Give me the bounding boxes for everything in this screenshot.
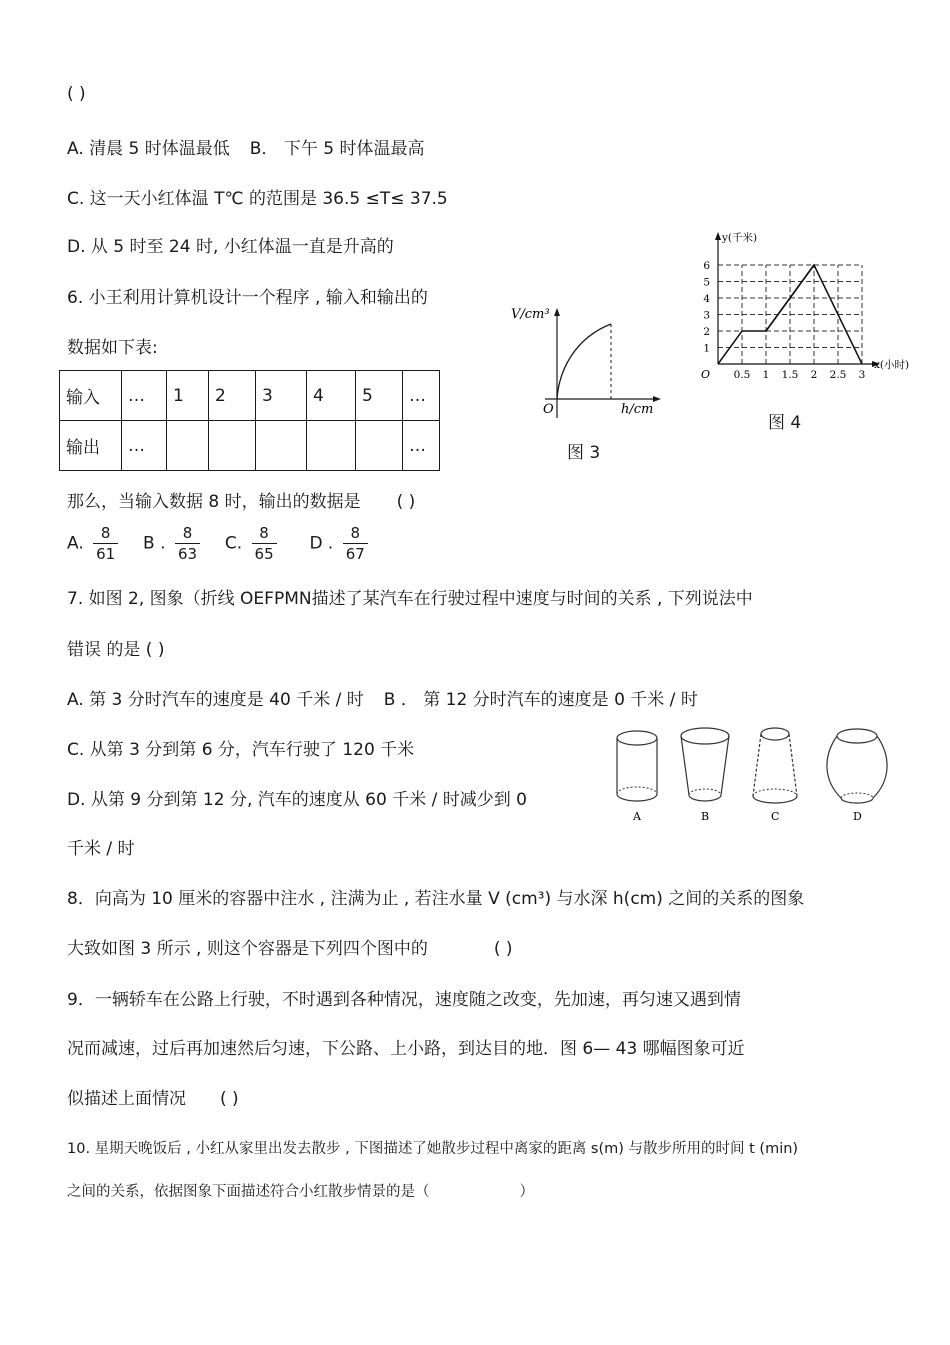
table-cell: 1	[167, 371, 209, 421]
q6-stem-line2: 数据如下表:	[67, 338, 158, 358]
container-d	[827, 729, 887, 803]
figure-3-y-label: V/cm³	[511, 307, 550, 322]
q7-stem-line1: 7. 如图 2, 图象（折线 OEFPMN描述了某汽车在行驶过程中速度与时间的关系 , 下列说法中	[67, 589, 753, 609]
q9-line3	[67, 1084, 239, 1109]
q5-options-ab	[67, 134, 424, 159]
q6-option-c-fraction	[252, 523, 277, 564]
figure-4-x-tick-label: 1.5	[781, 369, 799, 381]
table-cell: …	[403, 371, 440, 421]
figure-4-x-tick-label: 1	[762, 369, 770, 381]
q6-option-d-fraction	[343, 523, 368, 564]
container-label-d: D	[853, 810, 862, 823]
q6-options	[67, 523, 372, 564]
table-cell: 输出	[60, 421, 122, 471]
figure-3-x-arrow	[653, 396, 661, 402]
table-cell	[256, 421, 307, 471]
figure-4-graph	[700, 228, 915, 388]
figure-3-graph	[505, 300, 665, 425]
table-cell	[209, 421, 256, 471]
fraction-denominator: 63	[177, 545, 198, 563]
figure-3-x-label: h/cm	[621, 402, 654, 417]
figure-3-origin: O	[543, 402, 554, 417]
figure-4-x-tick-label: 3	[858, 369, 866, 381]
container-b	[681, 728, 729, 801]
q6-question-text: 那么，当输入数据 8 时，输出的数据是	[67, 492, 361, 512]
fraction-denominator: 61	[96, 545, 116, 563]
container-label-a: A	[633, 810, 641, 823]
figure-4-y-tick-label: 3	[703, 309, 710, 322]
figure-3-curve	[557, 324, 611, 399]
q9-paren: ( )	[220, 1089, 239, 1109]
fraction-denominator: 67	[345, 545, 365, 563]
q5-option-b: B． 下午 5 时体温最高	[249, 139, 425, 159]
fraction-numerator: 8	[93, 523, 118, 544]
figure-4-x-tick-label: 2	[810, 369, 818, 381]
table-cell: …	[403, 421, 440, 471]
q8-line2-text: 大致如图 3 所示 , 则这个容器是下列四个图中的	[67, 939, 428, 959]
figure-4-y-tick-label: 4	[703, 293, 710, 305]
q7-options-ab	[67, 685, 698, 710]
q7-option-c: C. 从第 3 分到第 6 分，汽车行驶了 120 千米	[67, 740, 415, 760]
q7-option-d-line1: D. 从第 9 分到第 12 分, 汽车的速度从 60 千米 / 时减少到 0	[67, 790, 527, 810]
table-row	[60, 421, 440, 471]
table-cell: 5	[356, 371, 403, 421]
container-label-c: C	[771, 810, 780, 823]
figure-4-y-arrow	[715, 232, 721, 240]
q6-io-table	[59, 370, 440, 471]
table-cell	[307, 421, 356, 471]
fraction-numerator: 8	[252, 523, 277, 544]
q6-option-b-label: B .	[143, 533, 166, 554]
q8-paren: ( )	[493, 939, 513, 959]
table-cell: …	[122, 371, 167, 421]
q6-option-a-fraction	[93, 523, 118, 564]
table-cell: 4	[307, 371, 356, 421]
figure-4-y-tick-label: 6	[703, 260, 710, 272]
q7-option-b: B ． 第 12 分时汽车的速度是 0 千米 / 时	[383, 690, 698, 710]
q6-option-c-label: C.	[224, 533, 243, 554]
figure-4-x-label: x(小时)	[874, 359, 910, 371]
container-c	[753, 728, 797, 803]
table-cell: 2	[209, 371, 256, 421]
q9-line2: 况而减速，过后再加速然后匀速，下公路、上小路，到达目的地．图 6— 43 哪幅图象可近	[67, 1039, 745, 1059]
container-label-b: B	[701, 810, 710, 823]
figure-4-y-tick-label: 5	[703, 276, 710, 289]
q9-line3-text: 似描述上面情况	[67, 1089, 186, 1109]
container-a	[617, 731, 657, 801]
q10-line2	[67, 1180, 534, 1201]
q6-question	[67, 487, 415, 512]
table-cell	[167, 421, 209, 471]
fraction-numerator: 8	[175, 523, 200, 544]
figure-4-caption: 图 4	[768, 413, 802, 433]
q5-option-c: C. 这一天小红体温 T℃ 的范围是 36.5 ≤T≤ 37.5	[67, 189, 448, 209]
q8-line2	[67, 934, 513, 959]
q10-line2-text: 之间的关系，依据图象下面描述符合小红散步情景的是（	[67, 1184, 430, 1200]
table-cell	[356, 421, 403, 471]
figure-4-y-label: y(千米)	[722, 232, 758, 244]
q6-option-b-fraction	[175, 523, 200, 564]
q8-line1: 8．向高为 10 厘米的容器中注水 , 注满为止 , 若注水量 V (cm³) 与水深 h(cm) 之间的关系的图象	[67, 889, 805, 909]
figure-4-y-tick-label: 1	[703, 342, 710, 355]
figure-3-y-arrow	[554, 308, 560, 316]
q7-stem-line2: 错误 的是 ( )	[67, 640, 165, 660]
figure-4-x-tick-label: 2.5	[829, 369, 847, 381]
fraction-denominator: 65	[254, 545, 274, 563]
q6-paren: ( )	[396, 492, 416, 512]
figure-3-caption: 图 3	[567, 443, 601, 463]
table-cell: 输入	[60, 371, 122, 421]
q6-option-d-label: D .	[309, 533, 334, 554]
fraction-numerator: 8	[343, 523, 368, 544]
q10-paren-close: ）	[519, 1184, 534, 1200]
q6-stem-line1: 6. 小王利用计算机设计一个程序 , 输入和输出的	[67, 288, 428, 308]
q9-line1: 9．一辆轿车在公路上行驶，不时遇到各种情况，速度随之改变，先加速，再匀速又遇到情	[67, 990, 741, 1010]
q7-option-d-line2: 千米 / 时	[67, 839, 135, 859]
table-row	[60, 371, 440, 421]
figure-4-y-tick-label: 2	[703, 326, 710, 338]
containers-figure	[605, 720, 895, 825]
table-cell: …	[122, 421, 167, 471]
q5-option-a: A. 清晨 5 时体温最低	[67, 139, 230, 159]
q5-option-d: D. 从 5 时至 24 时, 小红体温一直是升高的	[67, 237, 394, 257]
figure-4-x-tick-label: 0.5	[733, 369, 751, 381]
table-cell: 3	[256, 371, 307, 421]
figure-4-origin: O	[700, 368, 710, 381]
q6-option-a-label: A.	[67, 533, 84, 554]
q5-paren: ( )	[67, 84, 86, 104]
q7-option-a: A. 第 3 分时汽车的速度是 40 千米 / 时	[67, 690, 364, 710]
q10-line1: 10. 星期天晚饭后 , 小红从家里出发去散步 , 下图描述了她散步过程中离家的距离 s(m) 与散步所用的时间 t (min)	[67, 1141, 799, 1157]
